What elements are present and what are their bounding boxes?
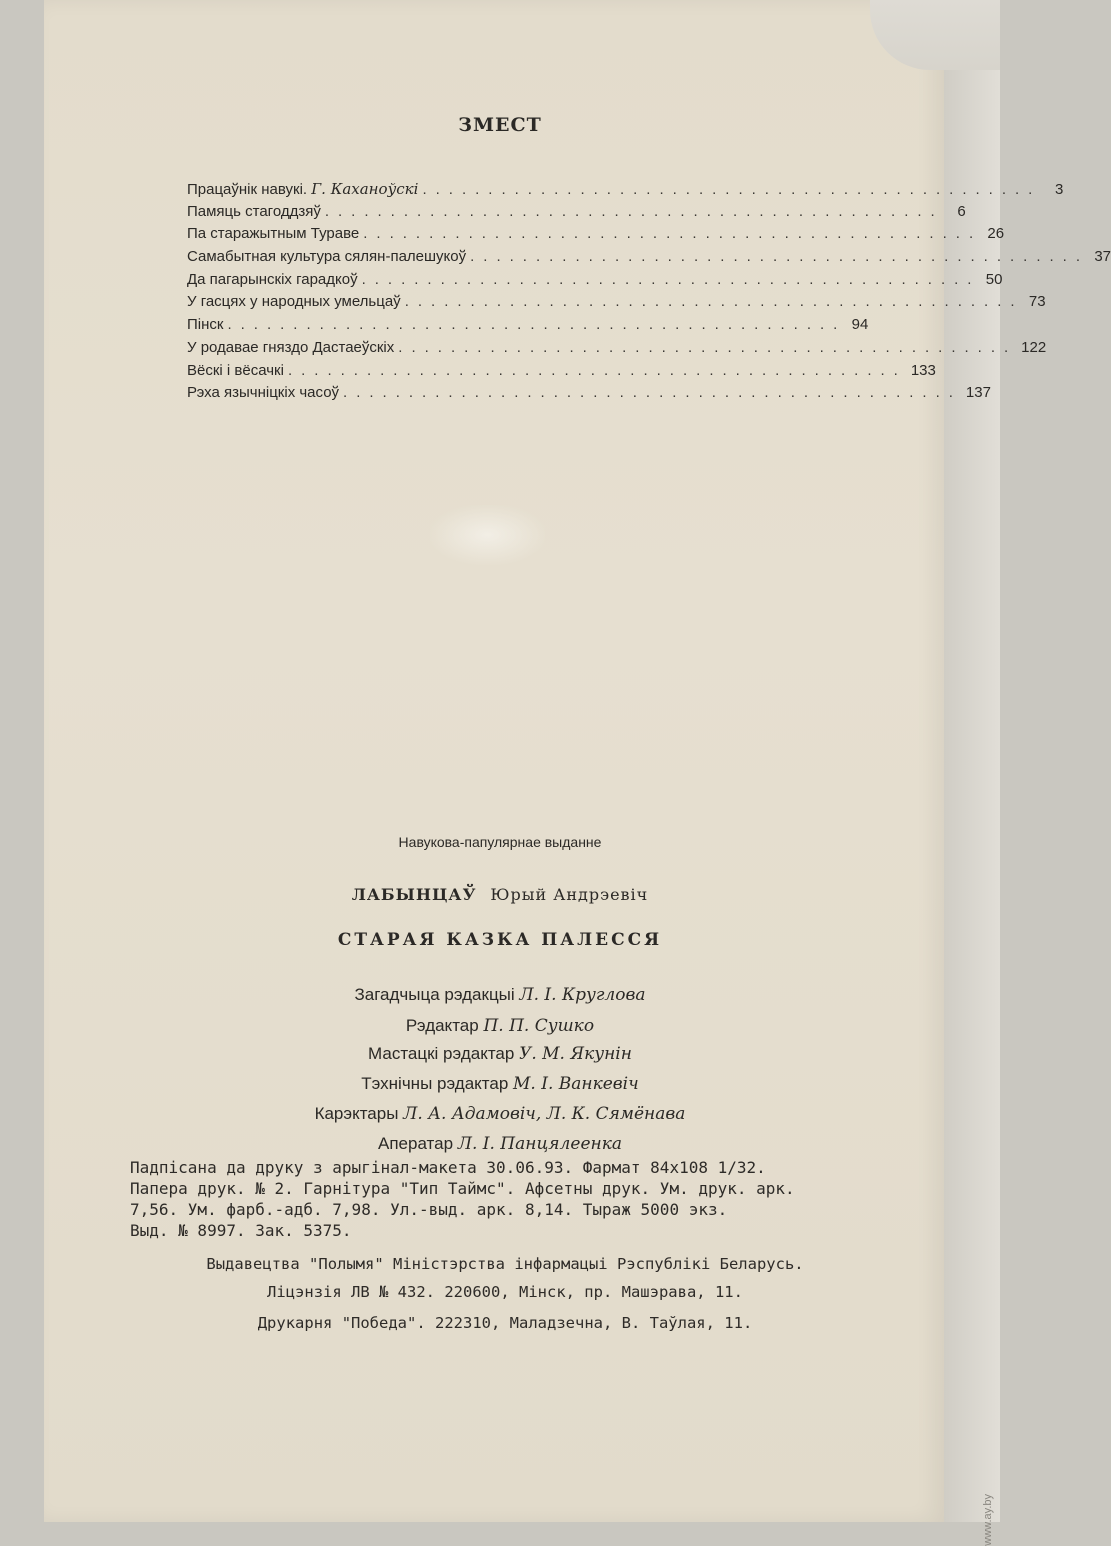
toc-leader-dots: ............................................... xyxy=(227,316,847,334)
spec-line: Папера друк. № 2. Гарнітура "Тип Таймс". Афсетны друк. Ум. друк. арк. xyxy=(130,1179,795,1198)
toc-item-page: 37 xyxy=(1094,248,1111,266)
toc-leader-dots: ............................................... xyxy=(470,248,1089,266)
toc-item-title: Вёскі і вёсачкі xyxy=(187,361,284,379)
credit-name: У. М. Якунін xyxy=(519,1044,632,1064)
toc-item-title: У родавае гняздо Дастаеўскіх xyxy=(187,338,395,356)
toc-item xyxy=(187,225,1005,248)
toc-item-page: 6 xyxy=(957,202,966,220)
toc-item xyxy=(187,293,1046,316)
toc-item-page: 137 xyxy=(965,384,991,402)
author-name: Юрый Андрэевіч xyxy=(490,885,649,904)
toc-leader-dots: ............................................... xyxy=(324,202,944,220)
credit-line xyxy=(0,1134,1000,1154)
publisher-line: Выдавецтва "Полымя" Міністэрства інфармацыі Рэспублікі Беларусь. xyxy=(206,1255,804,1273)
author-surname: ЛАБЫНЦАЎ xyxy=(351,885,477,904)
credit-role: Тэхнічны рэдактар xyxy=(361,1074,509,1093)
toc-leader-dots: ............................................... xyxy=(343,384,962,402)
toc-item xyxy=(187,361,936,385)
toc-leader-dots: ............................................... xyxy=(361,270,981,288)
toc-item-title: У гасцях у народных умельцаў xyxy=(187,293,401,311)
toc-item xyxy=(187,384,991,407)
credit-name: Л. І. Круглова xyxy=(519,985,646,1005)
spec-line: Падпісана да друку з арыгінал-макета 30.06.93. Фармат 84х108 1/32. xyxy=(130,1158,766,1177)
table-of-contents xyxy=(187,180,1111,407)
toc-item-title: Рэха язычніцкіх часоў xyxy=(187,384,340,402)
toc-item xyxy=(187,270,1003,294)
toc-item-title: Памяць стагоддзяў xyxy=(187,202,321,220)
toc-item xyxy=(187,248,1111,271)
toc-leader-dots: ............................................... xyxy=(422,181,1042,198)
toc-item-page: 94 xyxy=(851,316,869,334)
toc-item-page: 50 xyxy=(985,270,1003,288)
credit-name: П. П. Сушко xyxy=(483,1016,595,1036)
printing-house-line: Друкарня "Победа". 222310, Маладзечна, В. Таўлая, 11. xyxy=(257,1314,753,1332)
credit-name: Л. І. Панцялеенка xyxy=(457,1134,622,1154)
toc-item xyxy=(187,180,1064,203)
toc-leader-dots: ............................................... xyxy=(363,225,983,243)
paper-stain xyxy=(430,505,545,565)
toc-item-title: Пінск xyxy=(187,316,224,334)
credit-line xyxy=(0,985,1000,1005)
credit-role: Мастацкі рэдактар xyxy=(368,1044,515,1063)
toc-leader-dots: ............................................... xyxy=(404,293,1024,311)
toc-item-page: 26 xyxy=(987,225,1005,243)
toc-item xyxy=(187,338,1047,362)
credit-role: Аператар xyxy=(377,1134,454,1153)
toc-item-title: Самабытная культура сялян-палешукоў xyxy=(187,248,467,266)
toc-item-page: 3 xyxy=(1054,181,1064,198)
spec-line: 7,56. Ум. фарб.-адб. 7,98. Ул.-выд. арк. 8,14. Тыраж 5000 экз. xyxy=(130,1200,728,1219)
toc-item xyxy=(187,202,966,226)
credit-name: Л. А. Адамовіч, Л. К. Сямёнава xyxy=(403,1104,686,1124)
credit-line xyxy=(0,1016,1000,1036)
toc-item xyxy=(187,316,869,339)
toc-leader-dots: ............................................... xyxy=(398,338,1018,356)
credit-role: Загадчыца рэдакцыі xyxy=(354,985,515,1004)
toc-item-title: Працаўнік навукі. Г. Каханоўскі xyxy=(187,180,419,198)
toc-item-page: 122 xyxy=(1021,338,1047,356)
toc-item-page: 133 xyxy=(910,361,936,379)
credit-name: М. І. Ванкевіч xyxy=(513,1074,639,1094)
credit-role: Рэдактар xyxy=(405,1016,479,1035)
credit-line xyxy=(0,1074,1000,1094)
license-line: Ліцэнзія ЛВ № 432. 220600, Мінск, пр. Машэрава, 11. xyxy=(267,1283,743,1301)
toc-item-title: Да пагарынскіх гарадкоў xyxy=(187,270,358,288)
spec-line: Выд. № 8997. Зак. 5375. xyxy=(130,1221,352,1240)
credit-role: Карэктары xyxy=(314,1104,399,1123)
book-title: СТАРАЯ КАЗКА ПАЛЕССЯ xyxy=(337,930,663,950)
toc-item-page: 73 xyxy=(1028,293,1046,311)
watermark: www.ay.by xyxy=(982,1494,994,1546)
toc-item-title: Па старажытным Тураве xyxy=(187,225,360,243)
credit-line xyxy=(0,1044,1000,1064)
toc-leader-dots: ............................................... xyxy=(287,361,907,379)
print-specifications xyxy=(130,1157,900,1241)
credit-line xyxy=(0,1104,1000,1124)
contents-title: ЗМЕСТ xyxy=(458,114,542,136)
author-line xyxy=(0,885,1000,904)
publication-genre: Навукова-папулярнае выданне xyxy=(398,834,602,850)
